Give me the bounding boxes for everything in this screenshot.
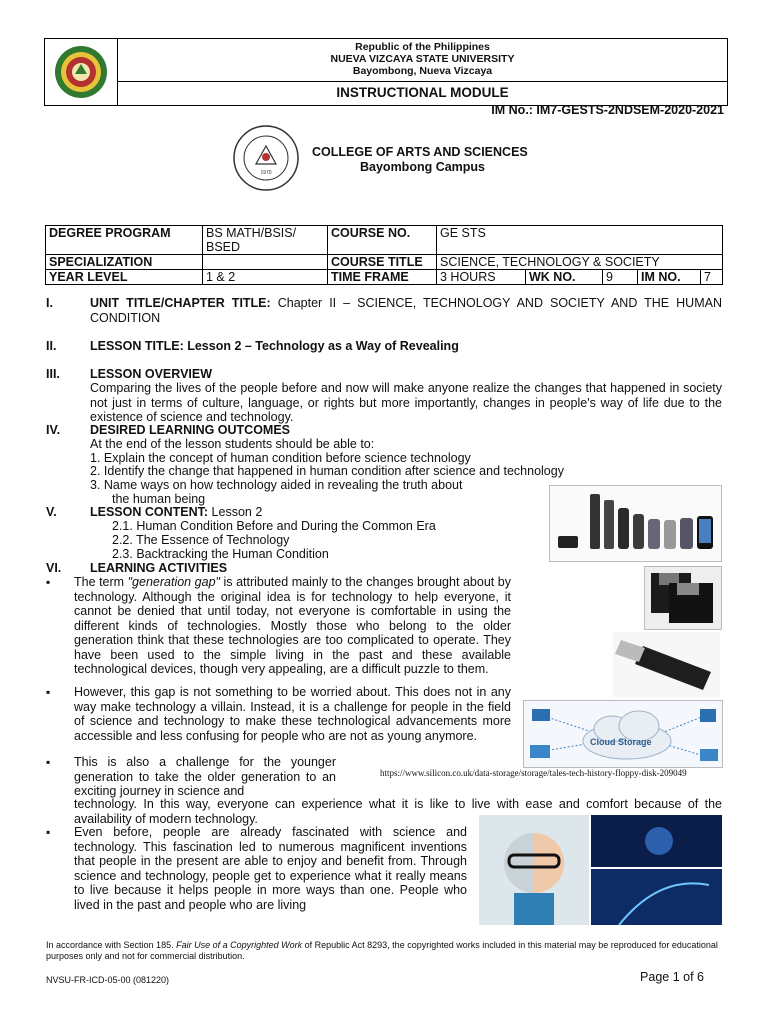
content-item-1: 2.1. Human Condition Before and During the Common Era — [112, 519, 436, 533]
specialization-label: SPECIALIZATION — [46, 255, 203, 270]
year-level-label: YEAR LEVEL — [46, 270, 203, 285]
outcome-2: 2. Identify the change that happened in human condition after science and technology — [90, 464, 564, 478]
outcome-3-cont: the human being — [112, 492, 206, 506]
content-item-3: 2.3. Backtracking the Human Condition — [112, 547, 329, 561]
bullet-3-marker: ▪ — [46, 755, 51, 769]
outcomes-intro: At the end of the lesson students should be able to: — [90, 437, 375, 451]
section-1-number: I. — [46, 296, 53, 310]
specialization-value — [203, 255, 328, 270]
bullet-1-em: "generation gap" — [127, 575, 220, 589]
notice-em: Fair Use of a Copyrighted Work — [176, 940, 303, 950]
week-no-value: 9 — [603, 270, 638, 285]
outcome-3: 3. Name ways on how technology aided in revealing the truth about — [90, 478, 463, 492]
section-5 — [90, 505, 262, 520]
college-seal-icon — [230, 124, 302, 192]
section-2-number: II. — [46, 339, 57, 353]
university-location: Bayombong, Nueva Vizcaya — [352, 65, 493, 77]
section-4-number: IV. — [46, 423, 61, 437]
college-name: COLLEGE OF ARTS AND SCIENCES — [312, 145, 528, 159]
section-1 — [90, 296, 722, 325]
page-number: Page 1 of 6 — [640, 970, 704, 984]
time-frame-value: 3 HOURS — [437, 270, 526, 285]
bullet-2-marker: ▪ — [46, 685, 51, 699]
phones-evolution-image — [549, 485, 722, 562]
cloud-icon — [524, 701, 722, 767]
usb-drive-image — [613, 632, 720, 697]
bullet-4-marker: ▪ — [46, 825, 51, 839]
republic-text: Republic of the Philippines — [355, 41, 490, 53]
im-no-label: IM NO. — [638, 270, 701, 285]
course-title-value: SCIENCE, TECHNOLOGY & SOCIETY — [437, 255, 723, 270]
university-logo-icon — [53, 44, 109, 100]
usb-drive-icon — [613, 632, 720, 697]
image-caption: https://www.silicon.co.uk/data-storage/storage/tales-tech-history-floppy-disk-209049 — [380, 768, 687, 778]
section-2-label: LESSON TITLE: Lesson 2 – Technology as a Way of Revealing — [90, 339, 459, 353]
bullet-1-marker: ▪ — [46, 575, 51, 589]
section-5-label: LESSON CONTENT: — [90, 505, 209, 519]
lesson-overview-text: Comparing the lives of the people before and now will make anyone realize the changes that happened in society not just in terms of culture, language, or rights but more importantly, changes in people's way of life due to the existence of science and technology. — [90, 381, 722, 424]
module-title: INSTRUCTIONAL MODULE — [336, 85, 509, 100]
bullet-4-text: Even before, people are already fascinated with science and technology. This fascination led to numerous magnificent inventions that people in the present are able to enjoy and benefit from. Through science and technology, people get to experience what it really means to live because it helps people in more ways than one. People who lived in the past and people who are living — [74, 825, 467, 912]
course-no-label: COURSE NO. — [328, 226, 437, 255]
copyright-notice — [46, 940, 726, 962]
floppy-disk-image — [644, 566, 722, 630]
form-code: NVSU-FR-ICD-05-00 (081220) — [46, 975, 170, 985]
cloud-storage-image — [523, 700, 723, 768]
section-1-text: Chapter II – SCIENCE, TECHNOLOGY AND SOCIETY AND THE HUMAN CONDITION — [90, 296, 722, 325]
document-header — [44, 38, 728, 106]
section-5-value: Lesson 2 — [211, 505, 263, 519]
bullet-3-text-a: This is also a challenge for the younger generation to take the older generation to an exciting journey in science and — [74, 755, 336, 798]
university-name: NUEVA VIZCAYA STATE UNIVERSITY — [330, 53, 515, 65]
human-technology-icon — [479, 815, 722, 925]
time-frame-label: TIME FRAME — [328, 270, 437, 285]
outcome-1: 1. Explain the concept of human condition before science technology — [90, 451, 471, 465]
section-3-label: LESSON OVERVIEW — [90, 367, 213, 381]
section-4-label: DESIRED LEARNING OUTCOMES — [90, 423, 291, 437]
course-no-value: GE STS — [437, 226, 723, 255]
course-info-table — [45, 225, 723, 285]
phones-icon — [550, 486, 721, 561]
section-3-number: III. — [46, 367, 60, 381]
degree-label: DEGREE PROGRAM — [46, 226, 203, 255]
bullet-1-text — [74, 575, 511, 677]
week-no-label: WK NO. — [526, 270, 603, 285]
bullet-1-pre: The term — [74, 575, 128, 589]
college-block — [230, 124, 730, 194]
section-1-label: UNIT TITLE/CHAPTER TITLE: — [90, 296, 271, 310]
section-6-number: VI. — [46, 561, 62, 575]
degree-value: BS MATH/BSIS/ BSED — [203, 226, 328, 255]
bullet-3-text-b: technology. In this way, everyone can experience what it is like to live with ease and comfort because of the availability of modern technology. — [74, 797, 722, 826]
cloud-storage-label: Cloud Storage — [590, 737, 652, 747]
section-5-number: V. — [46, 505, 57, 519]
human-technology-image — [479, 815, 722, 925]
im-number: IM No.: IM7-GESTS-2NDSEM-2020-2021 — [491, 103, 724, 117]
college-campus: Bayombong Campus — [360, 160, 486, 174]
floppy-disk-icon — [645, 567, 721, 629]
year-level-value: 1 & 2 — [203, 270, 328, 285]
notice-post: of Republic Act 8293, the copyrighted works included in this material may be reproduced for educational purposes only and not for commercial distribution. — [46, 940, 718, 961]
bullet-2-text: However, this gap is not something to be worried about. This does not in any way make technology a villain. Instead, it is a challenge for people in the field of science and technology to make these technological advancements more accessible and less confusing for people who are not as young anymore. — [74, 685, 511, 743]
university-logo — [45, 39, 118, 105]
content-item-2: 2.2. The Essence of Technology — [112, 533, 290, 547]
course-title-label: COURSE TITLE — [328, 255, 437, 270]
section-6-label: LEARNING ACTIVITIES — [90, 561, 228, 575]
seal-year: 1970 — [260, 170, 272, 176]
notice-pre: In accordance with Section 185. — [46, 940, 177, 950]
bullet-1-post: is attributed mainly to the changes brought about by technology. Although the original idea is for technology to help everyone, it cannot be denied that until today, not everyone is comfortable in using the different kinds of technologies. Mostly those who belong to the older generation think that these technologies are too complicated to operate. They have been used to the simple living in the past and these available technological devices, though very appealing, are a difficult puzzle to them. — [74, 575, 511, 676]
im-no-value: 7 — [701, 270, 723, 285]
